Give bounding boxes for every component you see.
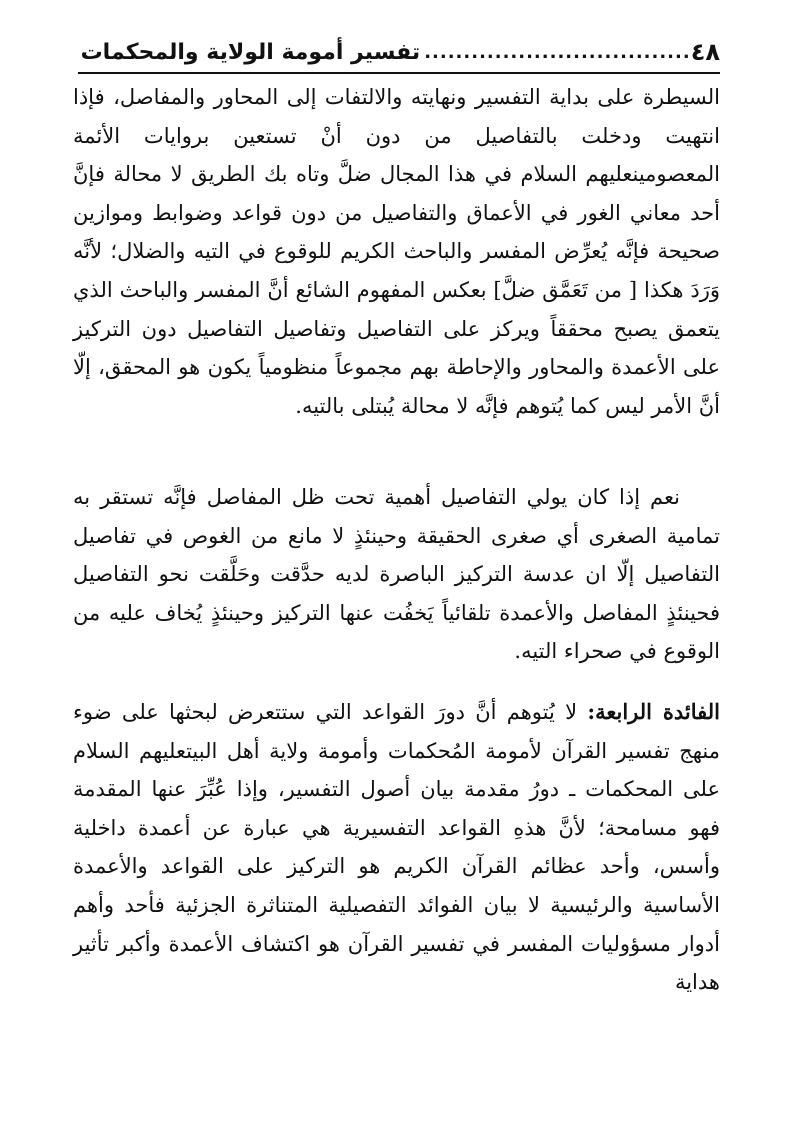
paragraph-3-text: لا يُتوهم أنَّ دورَ القواعد التي ستتعرض لبحثها على ضوء منهج تفسير القرآن لأمومة المُحكمات وأمومة ولاية أهل البيت‏عليهم السلام على المحكمات ـ دورُ مقدمة بيان أصول التفسير، وإذا عُبِّرَ عنها المقدمة فهو مسامحة؛ لأنَّ هذهِ القواعد التفسيرية هي عبارة عن أعمدة داخلية وأسس، وأحد عظائم القرآن الكريم هو التركيز على القواعد والأعمدة الأساسية والرئيسية لا بيان الفوائد التفصيلية المتناثرة الجزئية فأحد وأهم أدوار مسؤوليات المفسر في تفسير القرآن هو اكتشاف الأعمدة وأكبر تأثير هداية <box>73 699 720 995</box>
page-number: ٤٨ <box>690 38 720 66</box>
header-title-group <box>81 38 720 66</box>
book-title: تفسير أمومة الولاية والمحكمات <box>80 39 421 65</box>
fourth-benefit-heading: الفائدة الرابعة: <box>587 698 720 724</box>
page-body <box>73 78 720 1002</box>
running-header <box>78 32 720 74</box>
paragraph-3 <box>73 693 720 1002</box>
paragraph-1: السيطرة على بداية التفسير ونهايته والالتفات إلى المحاور والمفاصل، فإذا انتهيت ودخلت بالتفاصيل من دون أنْ تستعين بروايات الأئمة المعصومين‏عليهم السلام في هذا المجال ضلَّ وتاه بك الطريق لا محالة فإنَّ أحد معاني الغور في الأعماق والتفاصيل من دون قواعد وضوابط وموازين صحيحة فإنَّه يُعرِّض المفسر والباحث الكريم للوقوع في التيه والضلال؛ لأنَّه وَرَدَ هكذا [ من تَعَمَّق ضلَّ] بعكس المفهوم الشائع أنَّ المفسر والباحث الذي يتعمق يصبح محققاً ويركز على التفاصيل وتفاصيل التفاصيل دون التركيز على الأعمدة والمحاور والإحاطة بهم مجموعاً منظومياً يكون هو المحقق، إلّا أنَّ الأمر ليس كما يُتوهم فإنَّه لا محالة يُبتلى بالتيه. <box>73 85 720 418</box>
header-leader-dots: .................................. <box>424 41 691 63</box>
paragraph-2: نعم إذا كان يولي التفاصيل أهمية تحت ظل المفاصل فإنَّه تستقر به تمامية الصغرى أي صغرى الحقيقة وحينئذٍ لا مانع من الغوص في تفاصيل التفاصيل إلّا ان عدسة التركيز الباصرة لديه حدَّقت وحَلَّقت نحو التفاصيل فحينئذٍ المفاصل والأعمدة تلقائياً يَخفُت عنها التركيز وحينئذٍ يُخاف عليه من الوقوع في صحراء التيه. <box>73 485 720 664</box>
